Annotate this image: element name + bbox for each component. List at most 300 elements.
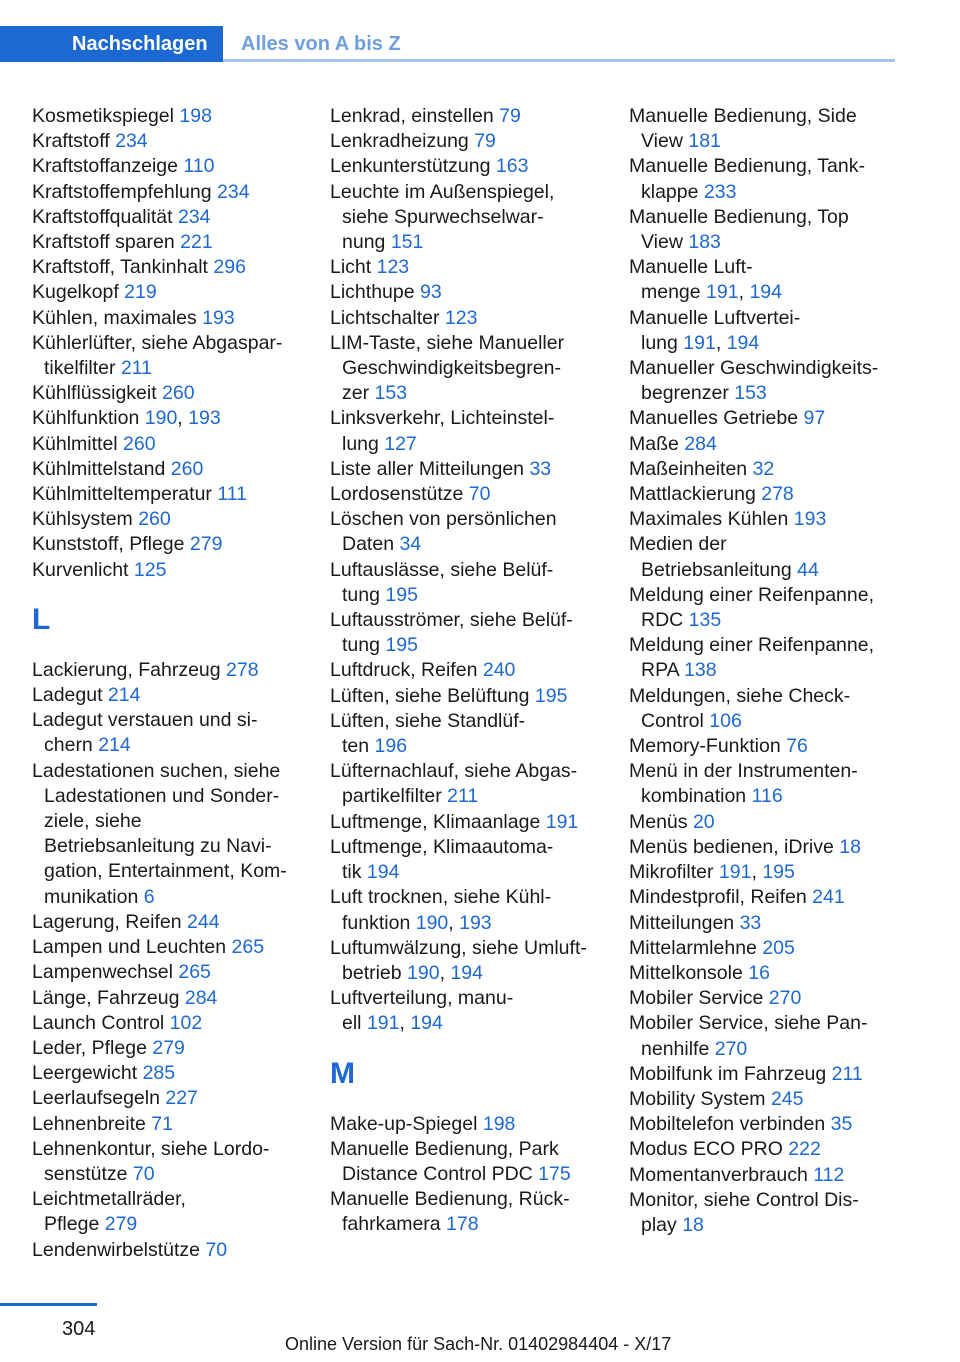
index-entry bbox=[32, 960, 307, 985]
entry-text: Maße bbox=[629, 432, 685, 455]
page-reference-link[interactable]: 76 bbox=[786, 735, 808, 758]
entry-term-continuation bbox=[629, 331, 899, 356]
page-reference-link[interactable]: 93 bbox=[420, 281, 442, 304]
entry-text: betrieb bbox=[342, 961, 408, 984]
page-reference-link[interactable]: 221 bbox=[180, 231, 213, 254]
entry-text: Kühlmittel bbox=[32, 432, 124, 455]
page-reference-link[interactable]: 194 bbox=[366, 861, 400, 884]
entry-text: Leder, Pflege bbox=[32, 1036, 153, 1059]
entry-text: Länge, Fahrzeug bbox=[32, 986, 185, 1009]
page-reference-link[interactable]: 194 bbox=[726, 331, 760, 354]
entry-term bbox=[629, 306, 899, 331]
page-reference-link[interactable]: 296 bbox=[213, 256, 246, 279]
page-reference-link[interactable]: 198 bbox=[179, 105, 212, 127]
entry-term bbox=[32, 1238, 307, 1263]
entry-text: Manuelle Bedienung, Top bbox=[629, 205, 849, 228]
page-reference-link[interactable]: 35 bbox=[830, 1113, 853, 1136]
index-entry bbox=[32, 658, 307, 683]
entry-text: Lüften, siehe Belüftung bbox=[330, 684, 535, 707]
index-entry bbox=[330, 608, 605, 658]
entry-term bbox=[330, 810, 605, 835]
index-entry bbox=[629, 1062, 899, 1087]
index-entry bbox=[330, 507, 605, 557]
page-reference-link[interactable]: 191 bbox=[545, 810, 579, 833]
entry-term bbox=[32, 910, 307, 935]
index-entry bbox=[629, 986, 899, 1011]
index-entry bbox=[330, 986, 605, 1036]
page-reference-link[interactable]: 34 bbox=[399, 533, 422, 556]
entry-text: Leerlaufsegeln bbox=[32, 1087, 166, 1110]
entry-term bbox=[32, 331, 307, 356]
index-entry bbox=[32, 306, 307, 331]
entry-text: siehe Spurwechselwar- bbox=[342, 205, 544, 228]
entry-text: tung bbox=[342, 634, 386, 657]
page-reference-link[interactable]: 191 bbox=[366, 1012, 400, 1035]
entry-text: Mattlackierung bbox=[629, 483, 762, 506]
page-reference-link[interactable]: 111 bbox=[217, 483, 247, 506]
page-reference-link[interactable]: 284 bbox=[184, 986, 218, 1009]
entry-text: Distance Control PDC bbox=[342, 1162, 539, 1185]
index-entry bbox=[629, 255, 899, 305]
page-reference-link[interactable]: 244 bbox=[187, 910, 220, 933]
page-reference-link[interactable]: 71 bbox=[151, 1112, 173, 1135]
section-letter: L bbox=[32, 602, 51, 636]
entry-text: Lenkradheizung bbox=[330, 130, 475, 153]
entry-term bbox=[629, 1137, 899, 1162]
ref-separator: , bbox=[738, 281, 750, 304]
index-entry bbox=[330, 835, 605, 885]
entry-term bbox=[330, 1187, 605, 1212]
index-entry bbox=[32, 1061, 307, 1086]
index-entry bbox=[32, 381, 307, 406]
entry-text: Lendenwirbelstütze bbox=[32, 1238, 206, 1261]
index-entry bbox=[330, 759, 605, 809]
page-reference-link[interactable]: 265 bbox=[178, 961, 211, 984]
page-reference-link[interactable]: 20 bbox=[692, 810, 715, 833]
entry-text: Kraftstoff sparen bbox=[32, 231, 181, 254]
entry-term bbox=[32, 1061, 307, 1086]
entry-text: Lichtschalter bbox=[330, 306, 445, 329]
entry-term bbox=[32, 406, 307, 431]
entry-term-continuation bbox=[629, 1213, 899, 1238]
index-entry bbox=[629, 1163, 899, 1188]
page-reference-link[interactable]: 135 bbox=[688, 609, 722, 632]
page-reference-link[interactable]: 260 bbox=[170, 457, 204, 480]
entry-term bbox=[330, 835, 605, 860]
entry-term bbox=[32, 986, 307, 1011]
entry-text: lung bbox=[641, 331, 684, 354]
index-entry bbox=[629, 911, 899, 936]
entry-text: Manuelle Bedienung, Tank- bbox=[629, 155, 865, 178]
page-reference-link[interactable]: 270 bbox=[768, 987, 802, 1010]
page-reference-link[interactable]: 265 bbox=[231, 936, 265, 959]
page-reference-link[interactable]: 191 bbox=[718, 861, 752, 884]
page-reference-link[interactable]: 191 bbox=[683, 331, 716, 354]
page-reference-link[interactable]: 245 bbox=[770, 1087, 804, 1110]
page-reference-link[interactable]: 102 bbox=[169, 1011, 203, 1034]
index-entry bbox=[330, 558, 605, 608]
index-entry bbox=[330, 482, 605, 507]
entry-term-continuation bbox=[330, 784, 605, 809]
page-reference-link[interactable]: 234 bbox=[217, 180, 250, 203]
entry-term bbox=[32, 683, 307, 708]
entry-term bbox=[629, 583, 899, 608]
entry-text: Manuelle Luftvertei- bbox=[629, 306, 801, 329]
page-reference-link[interactable]: 284 bbox=[684, 432, 717, 455]
index-entry bbox=[629, 154, 899, 204]
page-reference-link[interactable]: 214 bbox=[107, 684, 141, 707]
entry-text: Leichtmetallräder, bbox=[32, 1188, 186, 1211]
page-reference-link[interactable]: 270 bbox=[714, 1037, 748, 1060]
entry-term bbox=[32, 457, 307, 482]
entry-text: Kühlfunktion bbox=[32, 407, 145, 430]
index-entry bbox=[629, 684, 899, 734]
entry-term bbox=[32, 230, 307, 255]
page-reference-link[interactable]: 260 bbox=[123, 432, 156, 455]
entry-text: Kugelkopf bbox=[32, 281, 125, 304]
entry-text: Pflege bbox=[44, 1213, 105, 1236]
index-entry bbox=[32, 507, 307, 532]
index-entry bbox=[32, 1137, 307, 1187]
entry-term-continuation bbox=[629, 784, 899, 809]
entry-term bbox=[32, 935, 307, 960]
page-reference-link[interactable]: 191 bbox=[706, 281, 739, 304]
entry-text: Launch Control bbox=[32, 1011, 170, 1034]
entry-term bbox=[629, 911, 899, 936]
index-entry bbox=[330, 684, 605, 709]
page-reference-link[interactable]: 183 bbox=[688, 231, 721, 254]
entry-term bbox=[32, 1112, 307, 1137]
entry-text: Lagerung, Reifen bbox=[32, 910, 188, 933]
entry-term-continuation bbox=[330, 432, 605, 457]
entry-term-continuation bbox=[629, 280, 899, 305]
page-reference-link[interactable]: 127 bbox=[384, 432, 417, 455]
page-reference-link[interactable]: 123 bbox=[444, 306, 478, 329]
entry-text: Medien der bbox=[629, 533, 727, 556]
page-reference-link[interactable]: 44 bbox=[797, 558, 819, 581]
page-reference-link[interactable]: 32 bbox=[752, 457, 775, 480]
entry-term bbox=[32, 1137, 307, 1162]
page-number: 304 bbox=[62, 1318, 96, 1340]
page-reference-link[interactable]: 194 bbox=[450, 961, 483, 984]
page-reference-link[interactable]: 278 bbox=[226, 658, 259, 681]
entry-text: Leuchte im Außenspiegel, bbox=[330, 180, 555, 203]
index-entry bbox=[330, 306, 605, 331]
tab-nachschlagen[interactable]: Nachschlagen bbox=[0, 26, 223, 62]
index-entry bbox=[32, 759, 307, 910]
entry-text: Luftauslässe, siehe Belüf- bbox=[330, 558, 554, 581]
page-reference-link[interactable]: 219 bbox=[124, 281, 157, 304]
entry-term bbox=[330, 986, 605, 1011]
entry-text: Geschwindigkeitsbegren- bbox=[342, 357, 561, 380]
page-reference-link[interactable]: 195 bbox=[385, 634, 418, 657]
entry-text: Manuelles Getriebe bbox=[629, 407, 804, 430]
entry-text: Mindestprofil, Reifen bbox=[629, 886, 813, 909]
entry-text: Kühlerlüfter, siehe Abgaspar- bbox=[32, 331, 283, 354]
entry-text: Meldung einer Reifenpanne, bbox=[629, 583, 875, 606]
page-reference-link[interactable]: 211 bbox=[120, 357, 153, 380]
page-reference-link[interactable]: 198 bbox=[482, 1112, 516, 1135]
entry-text: partikelfilter bbox=[342, 785, 448, 808]
entry-term bbox=[330, 280, 605, 305]
index-entry bbox=[330, 457, 605, 482]
entry-term-continuation bbox=[330, 583, 605, 608]
entry-term-continuation bbox=[32, 1162, 307, 1187]
entry-term bbox=[32, 558, 307, 583]
page-reference-link[interactable]: 193 bbox=[202, 306, 235, 329]
page-reference-link[interactable]: 190 bbox=[144, 407, 178, 430]
entry-text: tikelfilter bbox=[44, 357, 121, 380]
page-reference-link[interactable]: 79 bbox=[474, 130, 496, 153]
index-entry bbox=[330, 1112, 605, 1137]
entry-text: Lehnenbreite bbox=[32, 1112, 152, 1135]
page-reference-link[interactable]: 112 bbox=[813, 1163, 845, 1186]
entry-text: begrenzer bbox=[641, 382, 735, 405]
entry-term bbox=[32, 1011, 307, 1036]
ref-separator: , bbox=[439, 961, 451, 984]
page-reference-link[interactable]: 190 bbox=[407, 961, 440, 984]
page-reference-link[interactable]: 97 bbox=[803, 407, 826, 430]
entry-term bbox=[32, 154, 307, 179]
index-entry bbox=[330, 936, 605, 986]
index-entry bbox=[629, 406, 899, 431]
entry-text: Make-up-Spiegel bbox=[330, 1112, 483, 1135]
index-entry bbox=[629, 356, 899, 406]
entry-term bbox=[629, 759, 899, 784]
entry-term bbox=[330, 558, 605, 583]
entry-term bbox=[629, 1112, 899, 1137]
entry-text: Kraftstoffqualität bbox=[32, 205, 178, 228]
page-reference-link[interactable]: 240 bbox=[482, 659, 516, 682]
entry-term bbox=[330, 104, 605, 129]
entry-term bbox=[629, 734, 899, 759]
page-reference-link[interactable]: 260 bbox=[162, 382, 195, 405]
page-reference-link[interactable]: 33 bbox=[529, 457, 552, 480]
index-entry bbox=[32, 935, 307, 960]
index-entry bbox=[629, 1087, 899, 1112]
entry-text: Mittelkonsole bbox=[629, 961, 749, 984]
footer-divider bbox=[0, 1303, 97, 1306]
page-reference-link[interactable]: 79 bbox=[499, 105, 521, 127]
entry-text: play bbox=[641, 1213, 683, 1236]
entry-text: Liste aller Mitteilungen bbox=[330, 457, 530, 480]
index-entry bbox=[629, 457, 899, 482]
index-entry bbox=[629, 104, 899, 154]
entry-text: Ladestationen suchen, siehe bbox=[32, 759, 281, 782]
page-reference-link[interactable]: 125 bbox=[133, 558, 167, 581]
entry-term-continuation bbox=[32, 834, 307, 859]
page-reference-link[interactable]: 181 bbox=[688, 130, 721, 153]
page-reference-link[interactable]: 195 bbox=[762, 861, 795, 884]
page-reference-link[interactable]: 193 bbox=[459, 911, 492, 934]
entry-text: zer bbox=[342, 382, 375, 405]
page-reference-link[interactable]: 279 bbox=[104, 1213, 138, 1236]
entry-text: Lenkunterstützung bbox=[330, 155, 496, 178]
entry-text: Luftmenge, Klimaautoma- bbox=[330, 835, 554, 858]
page-reference-link[interactable]: 241 bbox=[812, 886, 845, 909]
entry-term bbox=[629, 885, 899, 910]
index-entry bbox=[330, 280, 605, 305]
page-reference-link[interactable]: 196 bbox=[374, 735, 408, 758]
entry-term bbox=[330, 885, 605, 910]
page-reference-link[interactable]: 214 bbox=[98, 734, 131, 757]
index-entry bbox=[32, 230, 307, 255]
index-column-1 bbox=[32, 104, 307, 1263]
page-reference-link[interactable]: 227 bbox=[165, 1087, 198, 1110]
page-reference-link[interactable]: 163 bbox=[495, 155, 529, 178]
page-reference-link[interactable]: 211 bbox=[831, 1062, 863, 1085]
page-reference-link[interactable]: 285 bbox=[142, 1062, 176, 1085]
page-reference-link[interactable]: 138 bbox=[684, 659, 717, 682]
page-reference-link[interactable]: 70 bbox=[468, 483, 491, 506]
index-entry bbox=[629, 432, 899, 457]
entry-term bbox=[629, 860, 899, 885]
page-reference-link[interactable]: 195 bbox=[385, 583, 418, 606]
entry-text: Mobiler Service bbox=[629, 987, 769, 1010]
entry-term-continuation bbox=[32, 1212, 307, 1237]
index-entry bbox=[629, 810, 899, 835]
page-reference-link[interactable]: 106 bbox=[709, 709, 742, 732]
entry-term bbox=[330, 306, 605, 331]
page-reference-link[interactable]: 116 bbox=[751, 785, 783, 808]
entry-term-continuation bbox=[629, 709, 899, 734]
page-reference-link[interactable]: 70 bbox=[132, 1162, 155, 1185]
page-reference-link[interactable]: 193 bbox=[188, 407, 221, 430]
index-entry bbox=[32, 205, 307, 230]
entry-term-continuation bbox=[32, 885, 307, 910]
entry-term bbox=[32, 180, 307, 205]
page-reference-link[interactable]: 194 bbox=[749, 281, 782, 304]
entry-text: Manuelle Bedienung, Park bbox=[330, 1137, 559, 1160]
page-reference-link[interactable]: 178 bbox=[446, 1213, 479, 1236]
page-reference-link[interactable]: 151 bbox=[390, 231, 424, 254]
entry-text: lung bbox=[342, 432, 385, 455]
index-entry bbox=[330, 331, 605, 407]
entry-text: gation, Entertainment, Kom- bbox=[44, 860, 287, 883]
index-entry bbox=[629, 482, 899, 507]
entry-text: Löschen von persönlichen bbox=[330, 508, 557, 531]
index-entry bbox=[330, 885, 605, 935]
entry-text: senstütze bbox=[44, 1162, 133, 1185]
entry-term bbox=[32, 205, 307, 230]
page-reference-link[interactable]: 16 bbox=[748, 961, 770, 984]
entry-text: RPA bbox=[641, 659, 684, 682]
index-entry bbox=[330, 406, 605, 456]
page-reference-link[interactable]: 153 bbox=[734, 382, 767, 405]
index-entry bbox=[629, 306, 899, 356]
page-reference-link[interactable]: 195 bbox=[534, 684, 568, 707]
page-reference-link[interactable]: 33 bbox=[739, 911, 762, 934]
page-reference-link[interactable]: 194 bbox=[410, 1012, 443, 1035]
entry-term-continuation bbox=[629, 230, 899, 255]
page-reference-link[interactable]: 18 bbox=[839, 835, 861, 858]
entry-text: View bbox=[641, 231, 689, 254]
entry-text: Kunststoff, Pflege bbox=[32, 533, 190, 556]
entry-text: Mobiler Service, siehe Pan- bbox=[629, 1012, 868, 1035]
index-entry bbox=[32, 1112, 307, 1137]
entry-term bbox=[629, 457, 899, 482]
entry-text: Ladegut verstauen und si- bbox=[32, 709, 258, 732]
page-reference-link[interactable]: 153 bbox=[374, 382, 408, 405]
page-reference-link[interactable]: 123 bbox=[376, 256, 410, 279]
page-reference-link[interactable]: 110 bbox=[183, 155, 215, 178]
entry-text: Maximales Kühlen bbox=[629, 508, 794, 531]
page-reference-link[interactable]: 18 bbox=[682, 1213, 704, 1236]
page-reference-link[interactable]: 233 bbox=[703, 180, 737, 203]
entry-text: Manuelle Luft- bbox=[629, 256, 753, 279]
index-entry bbox=[32, 180, 307, 205]
index-entry bbox=[32, 482, 307, 507]
entry-text: menge bbox=[641, 281, 707, 304]
entry-text: Kosmetikspiegel bbox=[32, 105, 180, 127]
page-reference-link[interactable]: 279 bbox=[189, 533, 223, 556]
entry-term-continuation bbox=[330, 860, 605, 885]
index-entry bbox=[330, 1187, 605, 1237]
entry-text: Luftmenge, Klimaanlage bbox=[330, 810, 546, 833]
entry-text: ziele, siehe bbox=[44, 810, 142, 833]
index-entry bbox=[629, 507, 899, 532]
entry-term bbox=[32, 1086, 307, 1111]
entry-term bbox=[330, 129, 605, 154]
page-reference-link[interactable]: 175 bbox=[538, 1162, 571, 1185]
entry-term bbox=[629, 835, 899, 860]
page-reference-link[interactable]: 260 bbox=[138, 508, 171, 531]
page-reference-link[interactable]: 190 bbox=[415, 911, 449, 934]
entry-text: Monitor, siehe Control Dis- bbox=[629, 1188, 859, 1211]
entry-text: Lampen und Leuchten bbox=[32, 936, 232, 959]
entry-term bbox=[32, 1036, 307, 1061]
entry-term-continuation bbox=[629, 381, 899, 406]
entry-text: Menüs bedienen, iDrive bbox=[629, 835, 840, 858]
page-reference-link[interactable]: 70 bbox=[205, 1238, 228, 1261]
page-reference-link[interactable]: 234 bbox=[115, 130, 148, 153]
entry-term bbox=[629, 255, 899, 280]
page-reference-link[interactable]: 193 bbox=[793, 508, 827, 531]
index-entry bbox=[629, 1188, 899, 1238]
entry-term bbox=[32, 658, 307, 683]
page-reference-link[interactable]: 279 bbox=[152, 1036, 185, 1059]
entry-term bbox=[330, 331, 605, 356]
page-reference-link[interactable]: 234 bbox=[177, 205, 211, 228]
entry-term-continuation bbox=[330, 230, 605, 255]
tab-alles-von-a-bis-z[interactable]: Alles von A bis Z bbox=[241, 33, 401, 55]
index-entry bbox=[629, 1112, 899, 1137]
page-reference-link[interactable]: 6 bbox=[143, 885, 155, 908]
online-version-note: Online Version für Sach-Nr. 01402984404 - X/17 bbox=[285, 1334, 672, 1354]
page-reference-link[interactable]: 205 bbox=[762, 936, 795, 959]
entry-term bbox=[629, 356, 899, 381]
entry-text: Manuelle Bedienung, Rück- bbox=[330, 1188, 570, 1211]
entry-term-continuation bbox=[330, 633, 605, 658]
entry-term bbox=[330, 1112, 605, 1137]
entry-text: Mobility System bbox=[629, 1087, 771, 1110]
index-entry bbox=[629, 1137, 899, 1162]
page-reference-link[interactable]: 211 bbox=[447, 785, 479, 808]
header bbox=[0, 0, 960, 64]
page-reference-link[interactable]: 222 bbox=[788, 1138, 821, 1161]
entry-text: Luftdruck, Reifen bbox=[330, 659, 483, 682]
index-entry bbox=[629, 583, 899, 633]
index-entry bbox=[32, 558, 307, 583]
entry-term bbox=[629, 1163, 899, 1188]
entry-term bbox=[629, 633, 899, 658]
entry-text: Kühlsystem bbox=[32, 508, 139, 531]
entry-term bbox=[629, 1011, 899, 1036]
index-entry bbox=[32, 1187, 307, 1237]
page-reference-link[interactable]: 278 bbox=[761, 483, 794, 506]
entry-term-continuation bbox=[629, 558, 899, 583]
index-entry bbox=[629, 885, 899, 910]
